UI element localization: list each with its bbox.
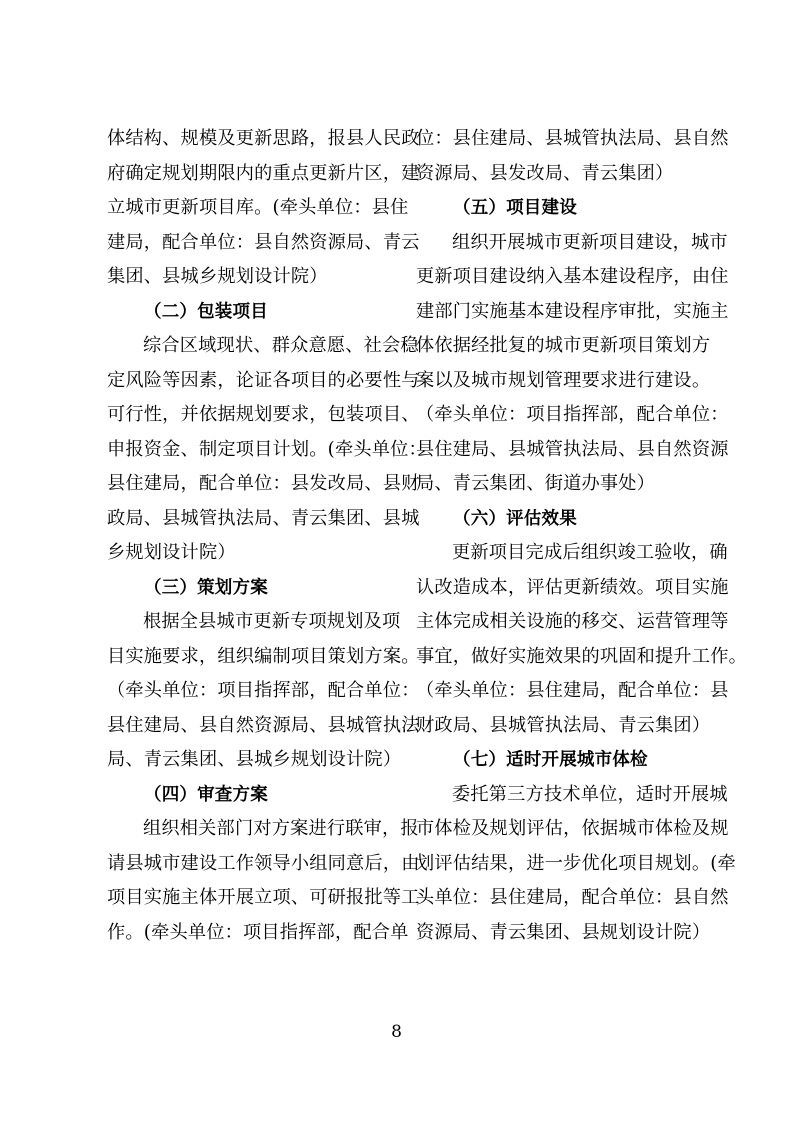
text-line: 更新项目完成后组织竣工验收，确	[452, 542, 728, 563]
text-line: 县住建局，配合单位：县发改局、县财	[107, 473, 420, 494]
text-line: 体结构、规模及更新思路，报县人民政	[107, 128, 420, 149]
text-line: 申报资金、制定项目计划。(牵头单位：	[107, 438, 427, 460]
left-column	[107, 122, 427, 950]
text-line: 事宜，做好实施效果的巩固和提升工作。	[416, 645, 747, 667]
text-line: 组织开展城市更新项目建设，城市	[452, 231, 728, 253]
text-line: 局、青云集团、县城乡规划设计院）	[107, 749, 402, 770]
text-line: 认改造成本，评估更新绩效。项目实施	[416, 576, 729, 598]
text-line: （牵头单位：项目指挥部，配合单位：	[107, 680, 420, 701]
text-line: 局、青云集团、街道办事处）	[416, 473, 656, 494]
text-line: 案以及城市规划管理要求进行建设。	[416, 369, 711, 391]
text-line: 可行性，并依据规划要求，包装项目、	[107, 404, 420, 425]
text-line: 目实施要求，组织编制项目策划方案。	[107, 645, 420, 667]
text-line: 定风险等因素，论证各项目的必要性与	[107, 369, 420, 391]
text-line: 乡规划设计院）	[107, 542, 236, 563]
text-line: （牵头单位：县住建局，配合单位：县	[416, 680, 729, 701]
text-line: 集团、县城乡规划设计院）	[107, 266, 328, 287]
text-line: 市体检及规划评估，依据城市体检及规	[416, 818, 729, 839]
text-line: 主体完成相关设施的移交、运营管理等	[416, 611, 729, 632]
section-heading: （五）项目建设	[453, 198, 577, 218]
text-line: 县住建局、县城管执法局、县自然资源	[416, 438, 729, 460]
text-line: 划评估结果，进一步优化项目规划。(牵	[416, 852, 736, 874]
text-line: 请县城市建设工作领导小组同意后，由	[107, 852, 420, 874]
text-line: 委托第三方技术单位，适时开展城	[452, 783, 728, 805]
text-line: 资源局、青云集团、县规划设计院）	[416, 921, 711, 943]
text-line: 建局，配合单位：县自然资源局、青云	[107, 231, 420, 253]
text-line: 根据全县城市更新专项规划及项	[143, 611, 401, 632]
text-line: 更新项目建设纳入基本建设程序，由住	[416, 266, 729, 287]
text-line: 头单位：县住建局，配合单位：县自然	[416, 887, 729, 908]
text-line: 综合区域现状、群众意愿、社会稳	[143, 335, 419, 356]
text-line: 建部门实施基本建设程序审批，实施主	[416, 300, 729, 322]
section-heading: （二）包装项目	[144, 301, 268, 322]
text-line: 财政局、县城管执法局、青云集团）	[416, 714, 711, 736]
text-line: 体依据经批复的城市更新项目策划方	[416, 335, 711, 356]
text-line: 资源局、县发改局、青云集团）	[416, 162, 674, 184]
section-heading: （四）审查方案	[144, 784, 268, 805]
text-line: 县住建局、县自然资源局、县城管执法	[107, 714, 420, 736]
text-line: （牵头单位：项目指挥部，配合单位：	[416, 404, 729, 425]
text-line: 政局、县城管执法局、青云集团、县城	[107, 507, 420, 529]
section-heading: （三）策划方案	[144, 577, 268, 598]
page-number: 8	[391, 1022, 402, 1042]
right-column	[416, 122, 747, 950]
text-line: 位：县住建局、县城管执法局、县自然	[416, 128, 729, 149]
section-heading: （七）适时开展城市体检	[453, 750, 648, 770]
text-line: 作。(牵头单位：项目指挥部，配合单	[107, 921, 409, 943]
section-heading: （六）评估效果	[453, 508, 577, 529]
text-line: 组织相关部门对方案进行联审，报	[143, 818, 419, 839]
text-line: 立城市更新项目库。(牵头单位：县住	[107, 197, 409, 218]
text-line: 府确定规划期限内的重点更新片区，建	[107, 162, 420, 184]
text-line: 项目实施主体开展立项、可研报批等工	[107, 887, 420, 908]
